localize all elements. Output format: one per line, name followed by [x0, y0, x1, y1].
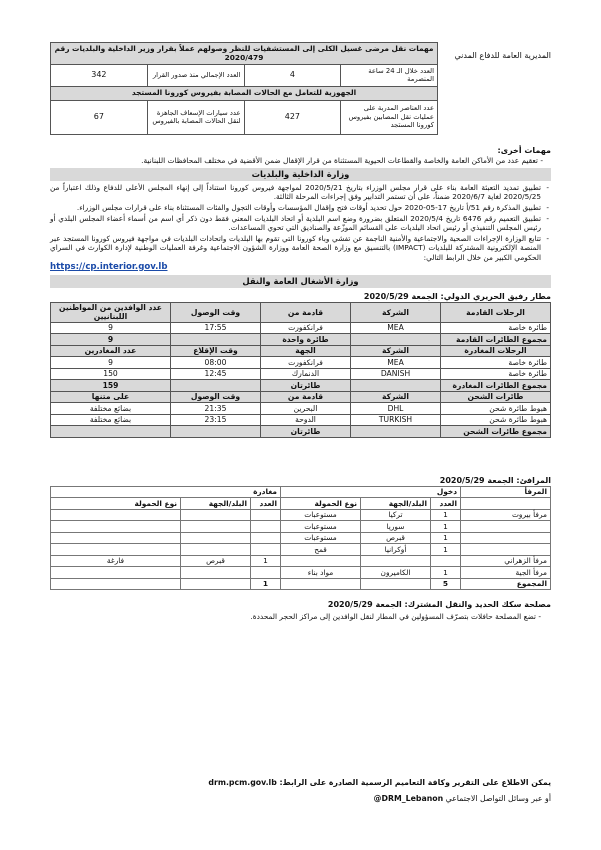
out-cargo — [51, 521, 181, 533]
out-cargo — [51, 532, 181, 544]
ports-total-out: 1 — [251, 578, 281, 590]
table-cell: 17:55 — [171, 322, 261, 334]
in-cargo: مستوعبات — [281, 509, 361, 521]
airport-col-header: وقت الوصول — [171, 391, 261, 403]
other-tasks-text: تعقيم عدد من الأماكن العامة والخاصة والقطاعات الحيوية المستثناة من قرار الإقفال ضمن الأقضية في مختلف المحافظات اللبنانية. — [141, 156, 538, 165]
empty-cell — [181, 578, 251, 590]
readiness-title: الجهوزية للتعامل مع الحالات المصابة بفيروس كورونا المستجد — [51, 86, 438, 100]
total-planes: طائرة واحدة — [261, 334, 351, 346]
table-cell: طائرة خاصة — [441, 357, 551, 369]
table-cell: 150 — [51, 368, 171, 380]
ports-total-label: المجموع — [461, 578, 551, 590]
top-section — [50, 42, 551, 160]
country-header: البلد/الجهة — [181, 498, 251, 510]
airport-col-header: الرحلات المغادرة — [441, 345, 551, 357]
interior-bullet-4: - تتابع الوزارة الإجراءات الصحية والاجتماعية والأمنية الناجمة عن تفشي وباء كورونا التي تقوم بها البلديات واتحادات البلديات في مواجهة فيروس كورونا المستجد عبر المنصة الإلكترونية المشتركة للبلديات (IMPACT) بالتنسيق مع وزارة الصحة العامة ووزارة الشؤون الاجتماعية وغرفة العمليات الوطنية لإدارة الكوارث في السراي الحكومي الكبير من خلال الرابط التالي: — [50, 234, 541, 261]
table-cell: DHL — [351, 403, 441, 415]
in-count: 1 — [431, 567, 461, 579]
empty-cell — [351, 426, 441, 438]
in-cargo — [281, 555, 361, 567]
footer-text-1: يمكن الاطلاع على التقرير وكافة التعاميم الرسمية الصادرة على الرابط: — [279, 778, 551, 787]
table-cell: DANISH — [351, 368, 441, 380]
dialysis-total-value: 342 — [51, 64, 148, 86]
out-country — [181, 509, 251, 521]
table-row — [51, 509, 551, 521]
airport-col-header: الشركة — [351, 345, 441, 357]
ports-total-row — [51, 578, 551, 590]
total-planes: طائرتان — [261, 380, 351, 392]
departures-total-row — [51, 380, 551, 392]
other-tasks-heading: مهمات أخرى: — [497, 146, 551, 155]
out-cargo — [51, 544, 181, 556]
table-cell: طائرة خاصة — [441, 368, 551, 380]
in-cargo: مستوعبات — [281, 521, 361, 533]
port-name — [461, 544, 551, 556]
count-header: العدد — [251, 498, 281, 510]
table-row — [51, 567, 551, 579]
table-cell: بضائع مختلفة — [51, 414, 171, 426]
empty-cell — [351, 334, 441, 346]
table-row — [51, 544, 551, 556]
airport-col-header: الجهة — [261, 345, 351, 357]
departures-header-row — [51, 345, 551, 357]
in-col-header: دخول — [281, 486, 461, 498]
other-tasks-dash: - — [537, 156, 543, 165]
port-col-header: المرفأ — [461, 486, 551, 498]
civil-defense-label: المديرية العامة للدفاع المدني — [454, 51, 551, 60]
port-name: مرفأ الزهراني — [461, 555, 551, 567]
ports-table — [50, 486, 551, 591]
table-cell: 9 — [51, 357, 171, 369]
interior-bullets — [50, 183, 551, 262]
ambulances-value: 67 — [51, 100, 148, 134]
in-cargo: مستوعبات — [281, 532, 361, 544]
empty-cell — [51, 426, 171, 438]
table-cell: 12:45 — [171, 368, 261, 380]
out-count — [251, 521, 281, 533]
out-count — [251, 544, 281, 556]
table-cell: MEA — [351, 357, 441, 369]
airport-col-header: وقت الوصول — [171, 302, 261, 322]
cargo-total-row — [51, 426, 551, 438]
dialysis-24h-label: العدد خلال الـ 24 ساعة المنصرمة — [341, 64, 438, 86]
ports-title: المرافئ: الجمعة 2020/5/29 — [439, 475, 551, 485]
rail-title: مصلحة سكك الحديد والنقل المشترك: الجمعة 2020/5/29 — [327, 600, 551, 610]
in-country — [361, 555, 431, 567]
table-row — [51, 555, 551, 567]
website-link[interactable]: drm.pcm.gov.lb — [208, 778, 277, 787]
ports-total-in: 5 — [431, 578, 461, 590]
impact-link[interactable]: https://cp.interior.gov.lb — [50, 261, 168, 272]
public-works-band: وزارة الأشغال العامة والنقل — [50, 275, 551, 288]
port-name: مرفأ بيروت — [461, 509, 551, 521]
table-cell: الدنمارك — [261, 368, 351, 380]
in-cargo: قمح — [281, 544, 361, 556]
airport-title: مطار رفيق الحريري الدولي: الجمعة 2020/5/29 — [363, 291, 551, 301]
footer-line-2 — [51, 791, 551, 807]
footer — [51, 775, 551, 806]
total-label: مجموع الطائرات القادمة — [441, 334, 551, 346]
in-cargo: مواد بناء — [281, 567, 361, 579]
out-count — [251, 509, 281, 521]
arrivals-header-row — [51, 302, 551, 322]
total-planes: طائرتان — [261, 426, 351, 438]
total-passengers: 9 — [51, 334, 171, 346]
footer-text-2: أو عبر وسائل التواصل الاجتماعي — [445, 793, 551, 803]
total-label: مجموع الطائرات المغادرة — [441, 380, 551, 392]
table-cell: هبوط طائرة شحن — [441, 414, 551, 426]
empty-cell — [171, 426, 261, 438]
cargo-header: نوع الحمولة — [51, 498, 181, 510]
empty-cell — [351, 380, 441, 392]
empty-cell — [461, 498, 551, 510]
in-country: أوكرانيا — [361, 544, 431, 556]
interior-band: وزارة الداخلية والبلديات — [50, 168, 551, 181]
out-count — [251, 532, 281, 544]
empty-cell — [361, 578, 431, 590]
table-cell: 08:00 — [171, 357, 261, 369]
dialysis-24h-value: 4 — [244, 64, 341, 86]
table-row — [51, 403, 551, 415]
out-country: قبرص — [181, 555, 251, 567]
table-cell: 23:15 — [171, 414, 261, 426]
in-count: 1 — [431, 532, 461, 544]
table-cell: هبوط طائرة شحن — [441, 403, 551, 415]
port-name — [461, 532, 551, 544]
airport-col-header: قادمة من — [261, 302, 351, 322]
trained-staff-label: عدد العناصر المدربة على عمليات نقل المصابين بفيروس كورونا المستجد — [341, 100, 438, 134]
out-country — [181, 521, 251, 533]
footer-line-1 — [51, 775, 551, 791]
table-cell: 9 — [51, 322, 171, 334]
in-country: تركيا — [361, 509, 431, 521]
out-country — [181, 567, 251, 579]
total-label: مجموع طائرات الشحن — [441, 426, 551, 438]
dialysis-title: مهمات نقل مرضى غسيل الكلى إلى المستشفيات للنظر وصولهم عملاً بقرار وزير الداخلية والبلديات رقم 2020/479 — [51, 43, 438, 65]
empty-cell — [171, 334, 261, 346]
country-header: البلد/الجهة — [361, 498, 431, 510]
airport-table — [50, 302, 551, 438]
in-count: 1 — [431, 544, 461, 556]
port-name — [461, 521, 551, 533]
cargo-header: نوع الحمولة — [281, 498, 361, 510]
table-row — [51, 357, 551, 369]
count-header: العدد — [431, 498, 461, 510]
out-col-header: مغادرة — [51, 486, 281, 498]
empty-cell — [51, 578, 181, 590]
table-row — [51, 521, 551, 533]
in-count — [431, 555, 461, 567]
out-cargo: فارغة — [51, 555, 181, 567]
in-count: 1 — [431, 509, 461, 521]
interior-bullet-2: - تطبيق المذكرة رقم 51/أ تاريخ 17-05-2020 حول تحديد أوقات فتح وإقفال المؤسسات وأوقات التجول والفئات المستثناة بناء على قرارات مجلس الوزراء. — [50, 203, 541, 212]
table-row — [51, 414, 551, 426]
airport-col-header: وقت الإقلاع — [171, 345, 261, 357]
table-row — [51, 322, 551, 334]
airport-col-header: عدد المغادرين — [51, 345, 171, 357]
airport-col-header: الرحلات القادمة — [441, 302, 551, 322]
out-count — [251, 567, 281, 579]
airport-col-header: عدد الوافدين من المواطنين اللبنانيين — [51, 302, 171, 322]
total-passengers: 159 — [51, 380, 171, 392]
table-cell: TURKISH — [351, 414, 441, 426]
out-cargo — [51, 509, 181, 521]
airport-col-header: الشركة — [351, 391, 441, 403]
out-country — [181, 544, 251, 556]
cargo-header-row — [51, 391, 551, 403]
ambulances-label: عدد سيارات الإسعاف الجاهزة لنقل الحالات المصابة بالفيروس — [147, 100, 244, 134]
in-country: سوريا — [361, 521, 431, 533]
in-country: الكاميرون — [361, 567, 431, 579]
dialysis-table — [50, 42, 438, 135]
rail-text: - تضع المصلحة حافلات بتصرّف المسؤولين في المطار لنقل الوافدين إلى مراكز الحجر المحددة. — [250, 612, 541, 622]
interior-bullet-1: - تطبيق تمديد التعبئة العامة بناء على قرار مجلس الوزراء بتاريخ 2020/5/21 لمواجهة فيروس كورونا استناداً إلى إنهاء المجلس الأعلى للدفاع وذلك اعتباراً من 2020/5/25 لغاية 2020/6/7 ضمناً، على أن تستمر التدابير وفق إجراءات المرحلة الثالثة. — [50, 183, 541, 201]
airport-col-header: قادمة من — [261, 391, 351, 403]
out-cargo — [51, 567, 181, 579]
table-cell: 21:35 — [171, 403, 261, 415]
table-row — [51, 532, 551, 544]
table-cell: البحرين — [261, 403, 351, 415]
dialysis-total-label: العدد الإجمالي منذ صدور القرار — [147, 64, 244, 86]
empty-cell — [171, 380, 261, 392]
in-country: قبرص — [361, 532, 431, 544]
social-handle-link[interactable]: @DRM_Lebanon — [373, 793, 444, 803]
table-cell: فرانكفورت — [261, 357, 351, 369]
table-cell: فرانكفورت — [261, 322, 351, 334]
table-cell: الدوحة — [261, 414, 351, 426]
table-cell: بضائع مختلفة — [51, 403, 171, 415]
interior-bullet-3: - تطبيق التعميم رقم 6476 تاريخ 2020/5/4 المتعلق بضرورة وضع اسم البلدية أو اتحاد البلديات المعني فقط دون ذكر أي اسم من أسماء أعضاء المجلس البلدي أو رئيس المجلس التنفيذي أو رئيس اتحاد البلديات على القسائم الموزّعة والصناديق التي تحوي المساعدات. — [50, 214, 541, 232]
airport-col-header: طائرات الشحن — [441, 391, 551, 403]
ports-header-row — [51, 486, 551, 498]
trained-staff-value: 427 — [244, 100, 341, 134]
empty-cell — [281, 578, 361, 590]
out-country — [181, 532, 251, 544]
ports-subheader-row — [51, 498, 551, 510]
table-cell: MEA — [351, 322, 441, 334]
airport-col-header: على متنها — [51, 391, 171, 403]
out-count: 1 — [251, 555, 281, 567]
airport-col-header: الشركة — [351, 302, 441, 322]
in-count: 1 — [431, 521, 461, 533]
table-cell: طائرة خاصة — [441, 322, 551, 334]
table-row — [51, 368, 551, 380]
arrivals-total-row — [51, 334, 551, 346]
port-name: مرفأ الجية — [461, 567, 551, 579]
